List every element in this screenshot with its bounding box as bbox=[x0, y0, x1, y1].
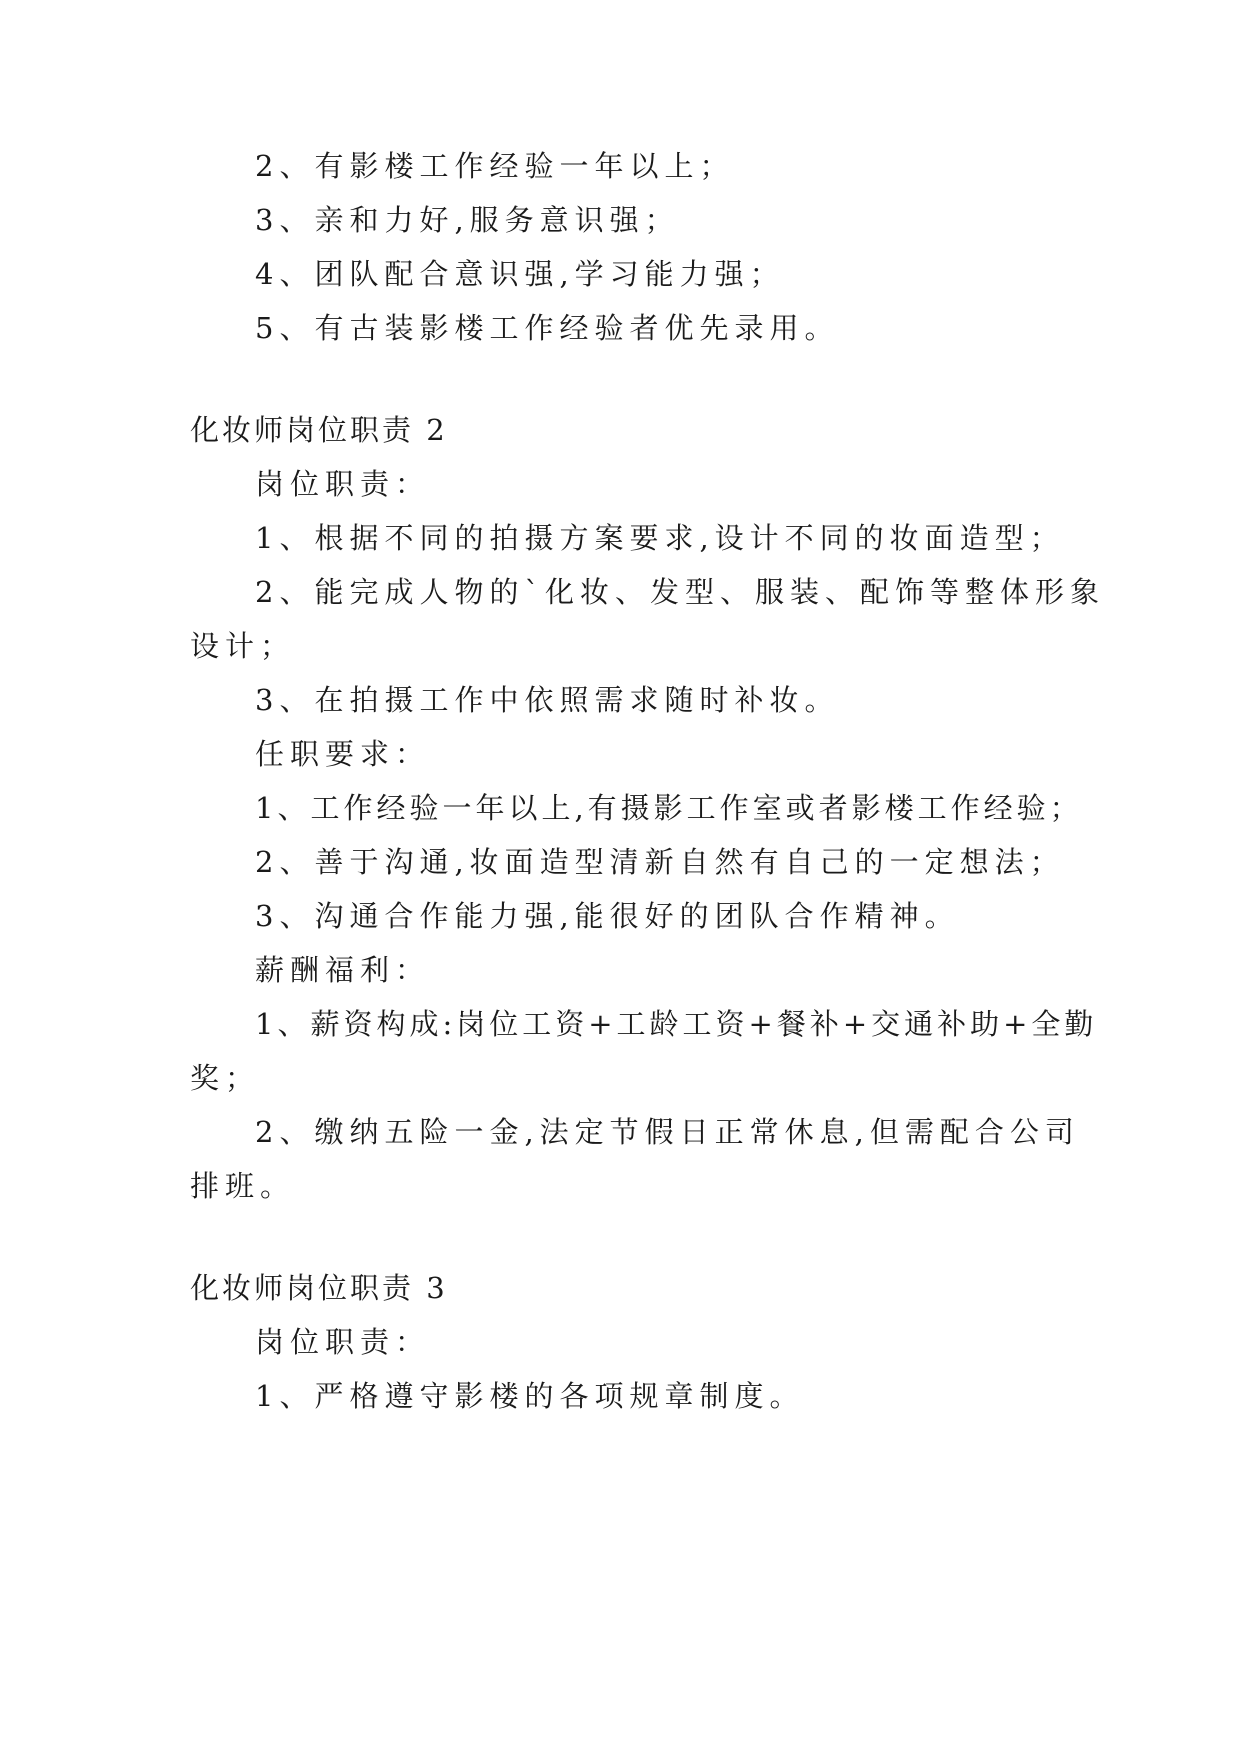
subsection-label: 岗位职责： bbox=[255, 467, 431, 501]
list-item: 1、薪资构成:岗位工资+工龄工资+餐补+交通补助+全勤 bbox=[255, 1007, 1098, 1041]
subsection-label: 薪酬福利： bbox=[255, 953, 431, 987]
list-item-continuation: 设计； bbox=[190, 629, 296, 663]
subsection-label: 岗位职责： bbox=[255, 1325, 431, 1359]
section-heading: 化妆师岗位职责 2 bbox=[190, 413, 448, 447]
list-item: 3、沟通合作能力强,能很好的团队合作精神。 bbox=[255, 899, 960, 933]
section-heading: 化妆师岗位职责 3 bbox=[190, 1271, 448, 1305]
list-item: 1、根据不同的拍摄方案要求,设计不同的妆面造型； bbox=[255, 521, 1065, 555]
list-item: 2、能完成人物的`化妆、发型、服装、配饰等整体形象 bbox=[255, 575, 1105, 609]
list-item: 2、缴纳五险一金,法定节假日正常休息,但需配合公司 bbox=[255, 1115, 1080, 1149]
list-item-continuation: 奖； bbox=[190, 1061, 261, 1095]
list-item: 2、善于沟通,妆面造型清新自然有自己的一定想法； bbox=[255, 845, 1065, 879]
list-item: 1、严格遵守影楼的各项规章制度。 bbox=[255, 1379, 805, 1413]
list-item-continuation: 排班。 bbox=[190, 1169, 296, 1203]
list-item: 1、工作经验一年以上,有摄影工作室或者影楼工作经验； bbox=[255, 791, 1083, 825]
subsection-label: 任职要求： bbox=[255, 737, 431, 771]
list-item: 3、亲和力好,服务意识强； bbox=[255, 203, 680, 237]
list-item: 4、团队配合意识强,学习能力强； bbox=[255, 257, 785, 291]
list-item: 3、在拍摄工作中依照需求随时补妆。 bbox=[255, 683, 840, 717]
list-item: 5、有古装影楼工作经验者优先录用。 bbox=[255, 311, 840, 345]
list-item: 2、有影楼工作经验一年以上； bbox=[255, 149, 735, 183]
